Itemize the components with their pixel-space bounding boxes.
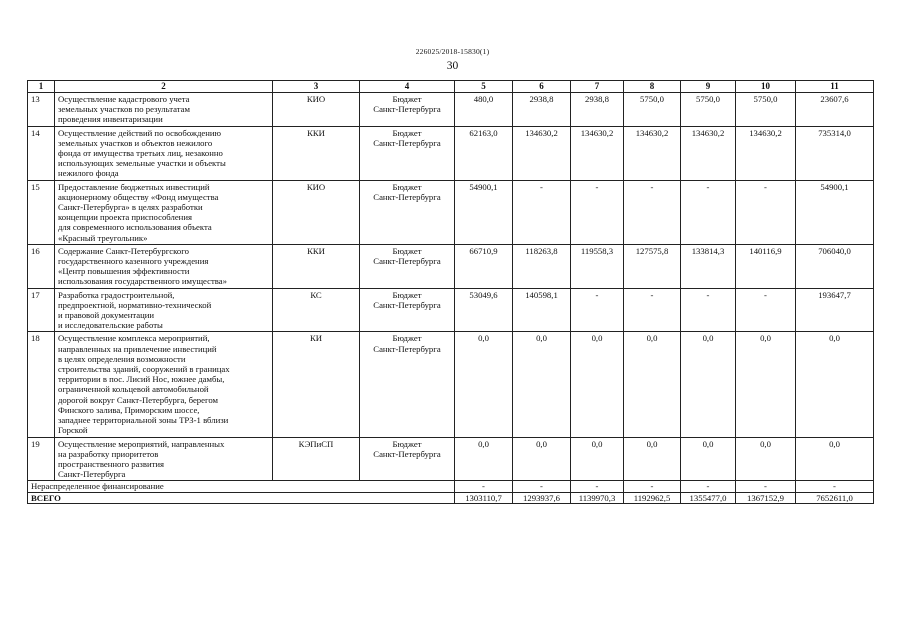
activity-name-line: фонда от имущества третьих лиц, незаконно [58, 148, 223, 159]
table-row [28, 180, 874, 244]
funding-source [360, 288, 455, 332]
value-cell: - [571, 481, 624, 492]
funding-source-line: Бюджет [392, 181, 422, 192]
value-cell: 133814,3 [681, 244, 736, 288]
value-cell: 0,0 [513, 437, 571, 481]
column-header-7: 7 [571, 81, 624, 93]
value-cell: 140116,9 [736, 244, 796, 288]
value-cell: 118263,8 [513, 244, 571, 288]
executor: КИО [273, 180, 360, 244]
value-cell: 1293937,6 [513, 492, 571, 503]
activity-name-line: территории в пос. Лисий Нос, южнее дамбы, [58, 374, 225, 385]
value-cell: 0,0 [455, 437, 513, 481]
value-cell: 0,0 [796, 437, 874, 481]
column-header-4: 4 [360, 81, 455, 93]
value-cell: 62163,0 [455, 126, 513, 180]
value-cell: 706040,0 [796, 244, 874, 288]
value-cell: 0,0 [681, 332, 736, 437]
activity-name-line: нежилого фонда [58, 168, 119, 179]
value-cell: - [513, 481, 571, 492]
activity-name-line: проведения инвентаризации [58, 114, 163, 125]
table-row [28, 244, 874, 288]
value-cell: - [624, 180, 681, 244]
table-body [28, 93, 874, 504]
funding-source [360, 332, 455, 437]
document-id: 226025/2018-15830(1) [415, 47, 490, 56]
value-cell: - [513, 180, 571, 244]
column-header-8: 8 [624, 81, 681, 93]
column-header-10: 10 [736, 81, 796, 93]
activity-name-line: Разработка градостроительной, [58, 289, 175, 300]
activity-name-line: Горской [58, 425, 88, 436]
activity-name-line: концепции проекта приспособления [58, 212, 192, 223]
total-row [28, 492, 874, 503]
value-cell: 134630,2 [513, 126, 571, 180]
funding-source [360, 244, 455, 288]
value-cell: - [455, 481, 513, 492]
value-cell: - [571, 180, 624, 244]
column-header-3: 3 [273, 81, 360, 93]
activity-name-line: предпроектной, нормативно-технической [58, 299, 212, 310]
value-cell: - [681, 481, 736, 492]
value-cell: 119558,3 [571, 244, 624, 288]
funding-source-line: Санкт-Петербурга [373, 191, 441, 202]
activity-name [55, 93, 273, 127]
value-cell: 0,0 [455, 332, 513, 437]
value-cell: 1139970,3 [571, 492, 624, 503]
unallocated-row [28, 481, 874, 492]
activity-name [55, 244, 273, 288]
value-cell: 134630,2 [736, 126, 796, 180]
value-cell: - [736, 180, 796, 244]
funding-source-line: Санкт-Петербурга [373, 343, 441, 354]
funding-source [360, 180, 455, 244]
column-header-5: 5 [455, 81, 513, 93]
activity-name-line: Санкт-Петербурга» в целях разработки [58, 202, 203, 213]
activity-name-line: земельных участков по результатам [58, 104, 190, 115]
activity-name-line: Осуществление действий по освобождению [58, 127, 222, 138]
executor: ККИ [273, 126, 360, 180]
value-cell: - [736, 288, 796, 332]
value-cell: 134630,2 [624, 126, 681, 180]
table-row [28, 437, 874, 481]
executor: КИ [273, 332, 360, 437]
row-number: 14 [28, 126, 55, 180]
table-row [28, 93, 874, 127]
value-cell: 0,0 [571, 332, 624, 437]
value-cell: 0,0 [796, 332, 874, 437]
value-cell: 1303110,7 [455, 492, 513, 503]
activity-name-line: акционерному обществу «Фонд имущества [58, 191, 219, 202]
funding-source-line: Санкт-Петербурга [373, 256, 441, 267]
activity-name-line: Предоставление бюджетных инвестиций [58, 181, 210, 192]
value-cell: 193647,7 [796, 288, 874, 332]
row-number: 13 [28, 93, 55, 127]
value-cell: 0,0 [513, 332, 571, 437]
funding-source-line: Бюджет [392, 333, 422, 344]
value-cell: 0,0 [624, 332, 681, 437]
executor: КИО [273, 93, 360, 127]
total-row-label: ВСЕГО [28, 492, 455, 503]
activity-name-line: ограниченной кольцевой автомобильной [58, 384, 209, 395]
value-cell: - [681, 288, 736, 332]
activity-name-line: земельных участков и объектов нежилого [58, 137, 213, 148]
activity-name [55, 180, 273, 244]
funding-source [360, 437, 455, 481]
activity-name-line: Осуществление комплекса мероприятий, [58, 333, 210, 344]
value-cell: 0,0 [624, 437, 681, 481]
funding-source-line: Бюджет [392, 245, 422, 256]
activity-name-line: Санкт-Петербурга [58, 469, 126, 480]
value-cell: - [571, 288, 624, 332]
funding-source [360, 126, 455, 180]
value-cell: 0,0 [736, 332, 796, 437]
value-cell: 54900,1 [796, 180, 874, 244]
row-number: 19 [28, 437, 55, 481]
activity-name-line: на разработку приоритетов [58, 448, 159, 459]
value-cell: 54900,1 [455, 180, 513, 244]
row-number: 17 [28, 288, 55, 332]
activity-name-line: дорогой вокруг Санкт-Петербурга, берегом [58, 394, 219, 405]
header-row [28, 81, 874, 93]
activity-name-line: «Центр повышения эффективности [58, 266, 190, 277]
activity-name-line: направленных на привлечение инвестиций [58, 343, 217, 354]
value-cell: 1355477,0 [681, 492, 736, 503]
executor: ККИ [273, 244, 360, 288]
column-header-9: 9 [681, 81, 736, 93]
funding-source-line: Бюджет [392, 127, 422, 138]
value-cell: 140598,1 [513, 288, 571, 332]
value-cell: 23607,6 [796, 93, 874, 127]
activity-name-line: Содержание Санкт-Петербургского [58, 245, 189, 256]
activity-name [55, 332, 273, 437]
activity-name-line: и правовой документации [58, 310, 155, 321]
value-cell: 66710,9 [455, 244, 513, 288]
table-row [28, 332, 874, 437]
value-cell: 7652611,0 [796, 492, 874, 503]
row-number: 18 [28, 332, 55, 437]
value-cell: 0,0 [736, 437, 796, 481]
value-cell: 480,0 [455, 93, 513, 127]
activity-name-line: пространственного развития [58, 458, 165, 469]
value-cell: 5750,0 [681, 93, 736, 127]
activity-name-line: использования государственного имущества» [58, 276, 227, 287]
activity-name [55, 126, 273, 180]
column-header-2: 2 [55, 81, 273, 93]
funding-source-line: Бюджет [392, 289, 422, 300]
activity-name-line: в целях определения возможности [58, 353, 186, 364]
value-cell: - [796, 481, 874, 492]
executor: КЭПиСП [273, 437, 360, 481]
activity-name-line: строительства зданий, сооружений в границах [58, 364, 230, 375]
activity-name [55, 437, 273, 481]
funding-source-line: Санкт-Петербурга [373, 299, 441, 310]
budget-table [27, 80, 874, 504]
activity-name [55, 288, 273, 332]
value-cell: 1192962,5 [624, 492, 681, 503]
column-header-1: 1 [28, 81, 55, 93]
value-cell: 134630,2 [681, 126, 736, 180]
value-cell: 53049,6 [455, 288, 513, 332]
table-row [28, 288, 874, 332]
page-number: 30 [446, 60, 459, 72]
value-cell: - [736, 481, 796, 492]
value-cell: 2938,8 [571, 93, 624, 127]
activity-name-line: использующих земельные участки и объекты [58, 158, 226, 169]
column-header-11: 11 [796, 81, 874, 93]
activity-name-line: и исследовательские работы [58, 320, 163, 331]
table-row [28, 126, 874, 180]
activity-name-line: для современного использования объекта [58, 222, 212, 233]
value-cell: - [681, 180, 736, 244]
value-cell: - [624, 288, 681, 332]
funding-source [360, 93, 455, 127]
value-cell: 0,0 [571, 437, 624, 481]
funding-source-line: Санкт-Петербурга [373, 104, 441, 115]
activity-name-line: «Красный треугольник» [58, 232, 148, 243]
funding-source-line: Санкт-Петербурга [373, 448, 441, 459]
activity-name-line: Финского залива, Приморским шоссе, [58, 404, 200, 415]
unallocated-row-label: Нераспределенное финансирование [28, 481, 455, 492]
activity-name-line: Осуществление кадастрового учета [58, 94, 190, 104]
activity-name-line: западнее территориальной зоны ТРЗ-1 вблизи [58, 415, 229, 426]
value-cell: 127575,8 [624, 244, 681, 288]
value-cell: 0,0 [681, 437, 736, 481]
executor: КС [273, 288, 360, 332]
funding-source-line: Бюджет [392, 438, 422, 449]
value-cell: 735314,0 [796, 126, 874, 180]
funding-source-line: Санкт-Петербурга [373, 137, 441, 148]
value-cell: 5750,0 [624, 93, 681, 127]
activity-name-line: государственного казенного учреждения [58, 256, 209, 267]
row-number: 16 [28, 244, 55, 288]
column-header-6: 6 [513, 81, 571, 93]
value-cell: 5750,0 [736, 93, 796, 127]
value-cell: - [624, 481, 681, 492]
value-cell: 134630,2 [571, 126, 624, 180]
row-number: 15 [28, 180, 55, 244]
value-cell: 1367152,9 [736, 492, 796, 503]
value-cell: 2938,8 [513, 93, 571, 127]
funding-source-line: Бюджет [392, 94, 422, 104]
activity-name-line: Осуществление мероприятий, направленных [58, 438, 225, 449]
